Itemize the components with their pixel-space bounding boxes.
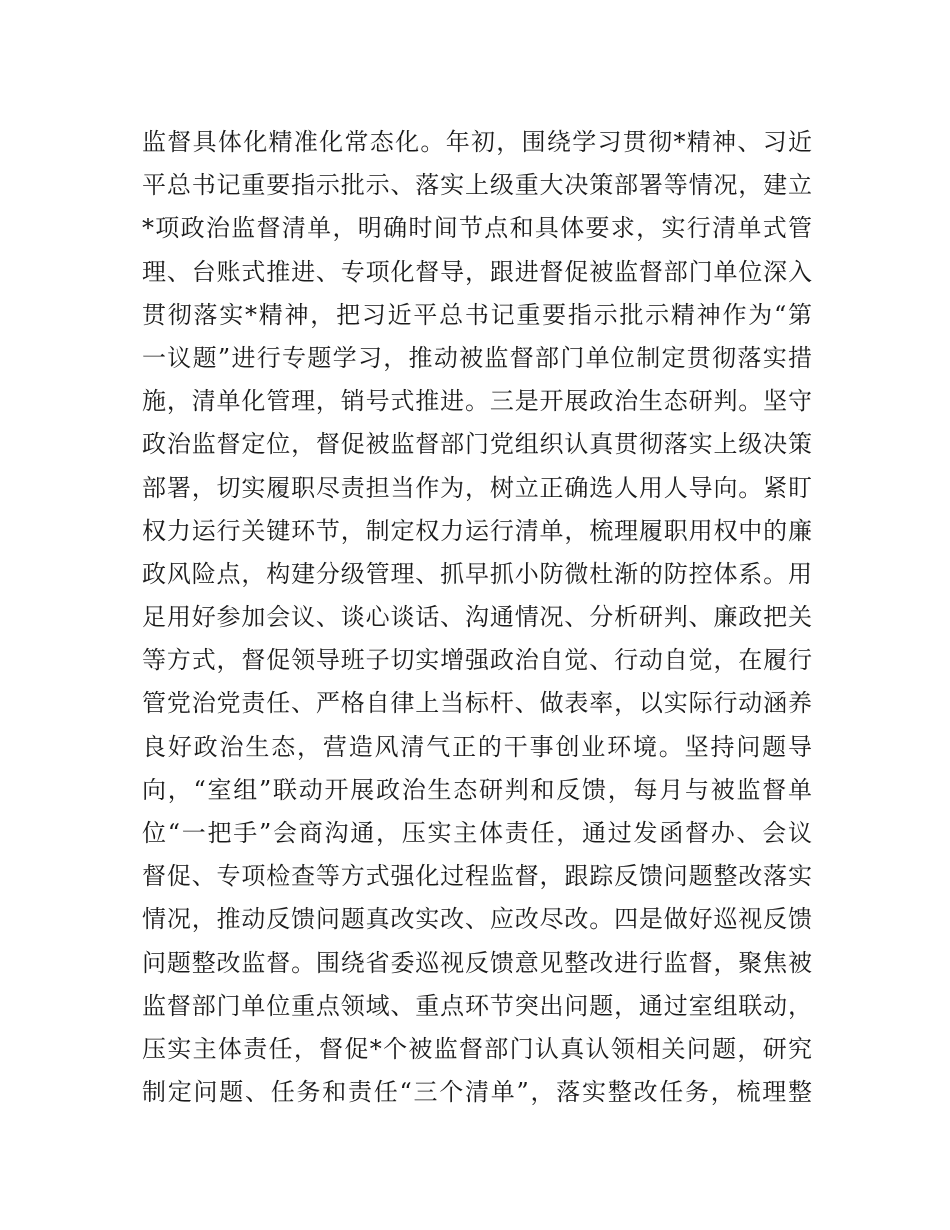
text-line: 良好政治生态，营造风清气正的干事创业环境。坚持问题导 [142,732,812,761]
text-line: *项政治监督清单，明确时间节点和具体要求，实行清单式管 [142,214,812,243]
text-line: 压实主体责任，督促*个被监督部门认真认领相关问题，研究 [142,1034,812,1063]
text-line: 理、台账式推进、专项化督导，跟进督促被监督部门单位深入 [142,257,812,286]
text-line: 一议题”进行专题学习，推动被监督部门单位制定贯彻落实措 [142,343,812,372]
text-line: 情况，推动反馈问题真改实改、应改尽改。四是做好巡视反馈 [142,905,812,934]
text-line: 督促、专项检查等方式强化过程监督，跟踪反馈问题整改落实 [142,862,812,891]
text-line: 政治监督定位，督促被监督部门党组织认真贯彻落实上级决策 [142,430,812,459]
text-line: 施，清单化管理，销号式推进。三是开展政治生态研判。坚守 [142,387,812,416]
text-line: 问题整改监督。围绕省委巡视反馈意见整改进行监督，聚焦被 [142,948,812,977]
text-line: 政风险点，构建分级管理、抓早抓小防微杜渐的防控体系。用 [142,559,812,588]
text-line: 部署，切实履职尽责担当作为，树立正确选人用人导向。紧盯 [142,473,812,502]
body-paragraph [142,121,812,1114]
text-line: 足用好参加会议、谈心谈话、沟通情况、分析研判、廉政把关 [142,603,812,632]
text-line: 监督部门单位重点领域、重点环节突出问题，通过室组联动， [142,991,812,1020]
text-line: 向，“室组”联动开展政治生态研判和反馈，每月与被监督单 [142,775,812,804]
text-line: 位“一把手”会商沟通，压实主体责任，通过发函督办、会议 [142,819,812,847]
text-line: 平总书记重要指示批示、落实上级重大决策部署等情况，建立 [142,171,812,200]
text-line: 管党治党责任、严格自律上当标杆、做表率，以实际行动涵养 [142,689,812,718]
text-line: 等方式，督促领导班子切实增强政治自觉、行动自觉，在履行 [142,646,812,675]
text-line: 贯彻落实*精神，把习近平总书记重要指示批示精神作为“第 [142,300,812,329]
text-line: 制定问题、任务和责任“三个清单”，落实整改任务，梳理整 [142,1078,812,1107]
text-line: 监督具体化精准化常态化。年初，围绕学习贯彻*精神、习近 [142,128,812,156]
text-line: 权力运行关键环节，制定权力运行清单，梳理履职用权中的廉 [142,516,812,545]
